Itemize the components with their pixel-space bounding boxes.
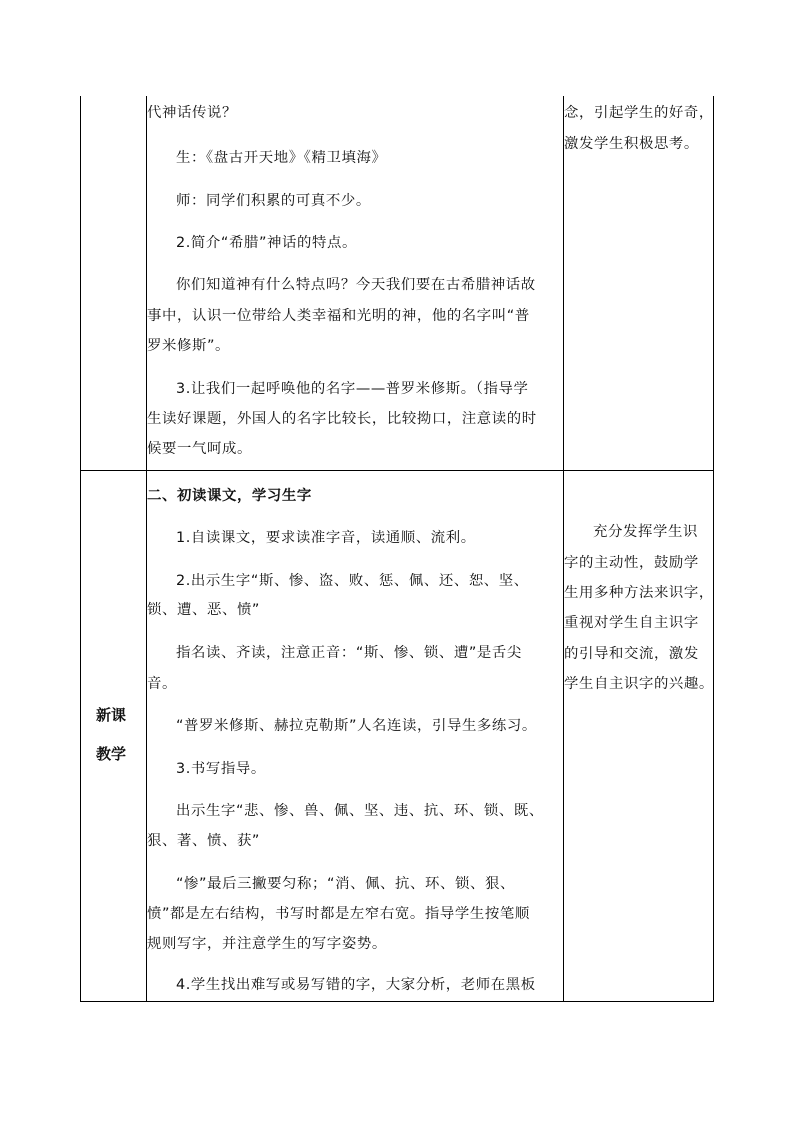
- row1-content-cell: [146, 96, 563, 470]
- row2-note-line-3: 生用多种方法来识字，: [564, 585, 714, 601]
- row2-note-line-1: 充分发挥学生识: [593, 524, 698, 540]
- row2-line-2: 2.出示生字“斯、惨、盗、败、惩、佩、还、恕、坚、: [176, 573, 529, 589]
- row1-line-1: 代神话传说？: [147, 105, 237, 121]
- row2-label-cell: [80, 470, 146, 1001]
- row2-note-line-6: 学生自主识字的兴趣。: [564, 676, 714, 692]
- row2-line-8: 出示生字“悲、惨、兽、佩、坚、违、抗、环、锁、既、: [176, 803, 544, 819]
- table-border-bottom: [80, 1001, 714, 1002]
- row1-line-5: 你们知道神有什么特点吗？今天我们要在古希腊神话故: [176, 277, 536, 293]
- lesson-plan-table: [80, 96, 714, 1002]
- row2-note-line-4: 重视对学生自主识字: [564, 615, 699, 631]
- row1-line-3: 师：同学们积累的可真不少。: [176, 193, 371, 209]
- row2-line-3: 锁、遭、恶、愤”: [147, 602, 260, 618]
- row2-line-13: 4.学生找出难写或易写错的字，大家分析，老师在黑板: [176, 977, 536, 993]
- row1-line-4: 2.简介“希腊”神话的特点。: [176, 235, 357, 251]
- row2-content-cell: [146, 470, 563, 1001]
- row1-note-cell: [563, 96, 713, 470]
- section-heading: 二、初读课文，学习生字: [147, 488, 312, 504]
- row2-line-6: “普罗米修斯、赫拉克勒斯”人名连读，引导生多练习。: [176, 718, 537, 734]
- row2-line-12: 规则写字，并注意学生的写字姿势。: [147, 936, 387, 952]
- row1-line-9: 生读好课题，外国人的名字比较长，比较拗口，注意读的时: [147, 411, 537, 427]
- row2-line-10: “惨”最后三撇要匀称；“消、佩、抗、环、锁、狠、: [176, 876, 515, 892]
- row1-line-8: 3.让我们一起呼唤他的名字——普罗米修斯。（指导学: [176, 381, 529, 397]
- row2-line-4: 指名读、齐读，注意正音：“斯、惨、锁、遭”是舌尖: [176, 645, 522, 661]
- row1-note-line-2: 激发学生积极思考。: [564, 136, 699, 152]
- row2-note-line-5: 的引导和交流，激发: [564, 646, 699, 662]
- row1-line-10: 候要一气呵成。: [147, 441, 252, 457]
- table-border-right: [713, 96, 714, 1002]
- row2-line-5: 音。: [147, 676, 177, 692]
- section-label-line-1: 新课: [96, 706, 127, 724]
- row1-line-6: 事中，认识一位带给人类幸福和光明的神，他的名字叫“普: [147, 308, 530, 324]
- row1-note-line-1: 念，引起学生的好奇，: [564, 105, 714, 121]
- row2-line-9: 狠、著、愤、获”: [147, 833, 260, 849]
- row1-line-2: 生：《盘古开天地》《精卫填海》: [176, 150, 387, 166]
- row2-note-line-2: 字的主动性，鼓励学: [564, 555, 699, 571]
- row2-note-cell: [563, 470, 713, 1001]
- row1-line-7: 罗米修斯”。: [147, 338, 231, 354]
- row2-line-11: 愤”都是左右结构，书写时都是左窄右宽。指导学生按笔顺: [147, 906, 530, 922]
- section-label-line-2: 教学: [96, 745, 127, 763]
- row2-line-7: 3.书写指导。: [176, 761, 266, 777]
- row2-line-1: 1.自读课文，要求读准字音，读通顺、流利。: [176, 530, 476, 546]
